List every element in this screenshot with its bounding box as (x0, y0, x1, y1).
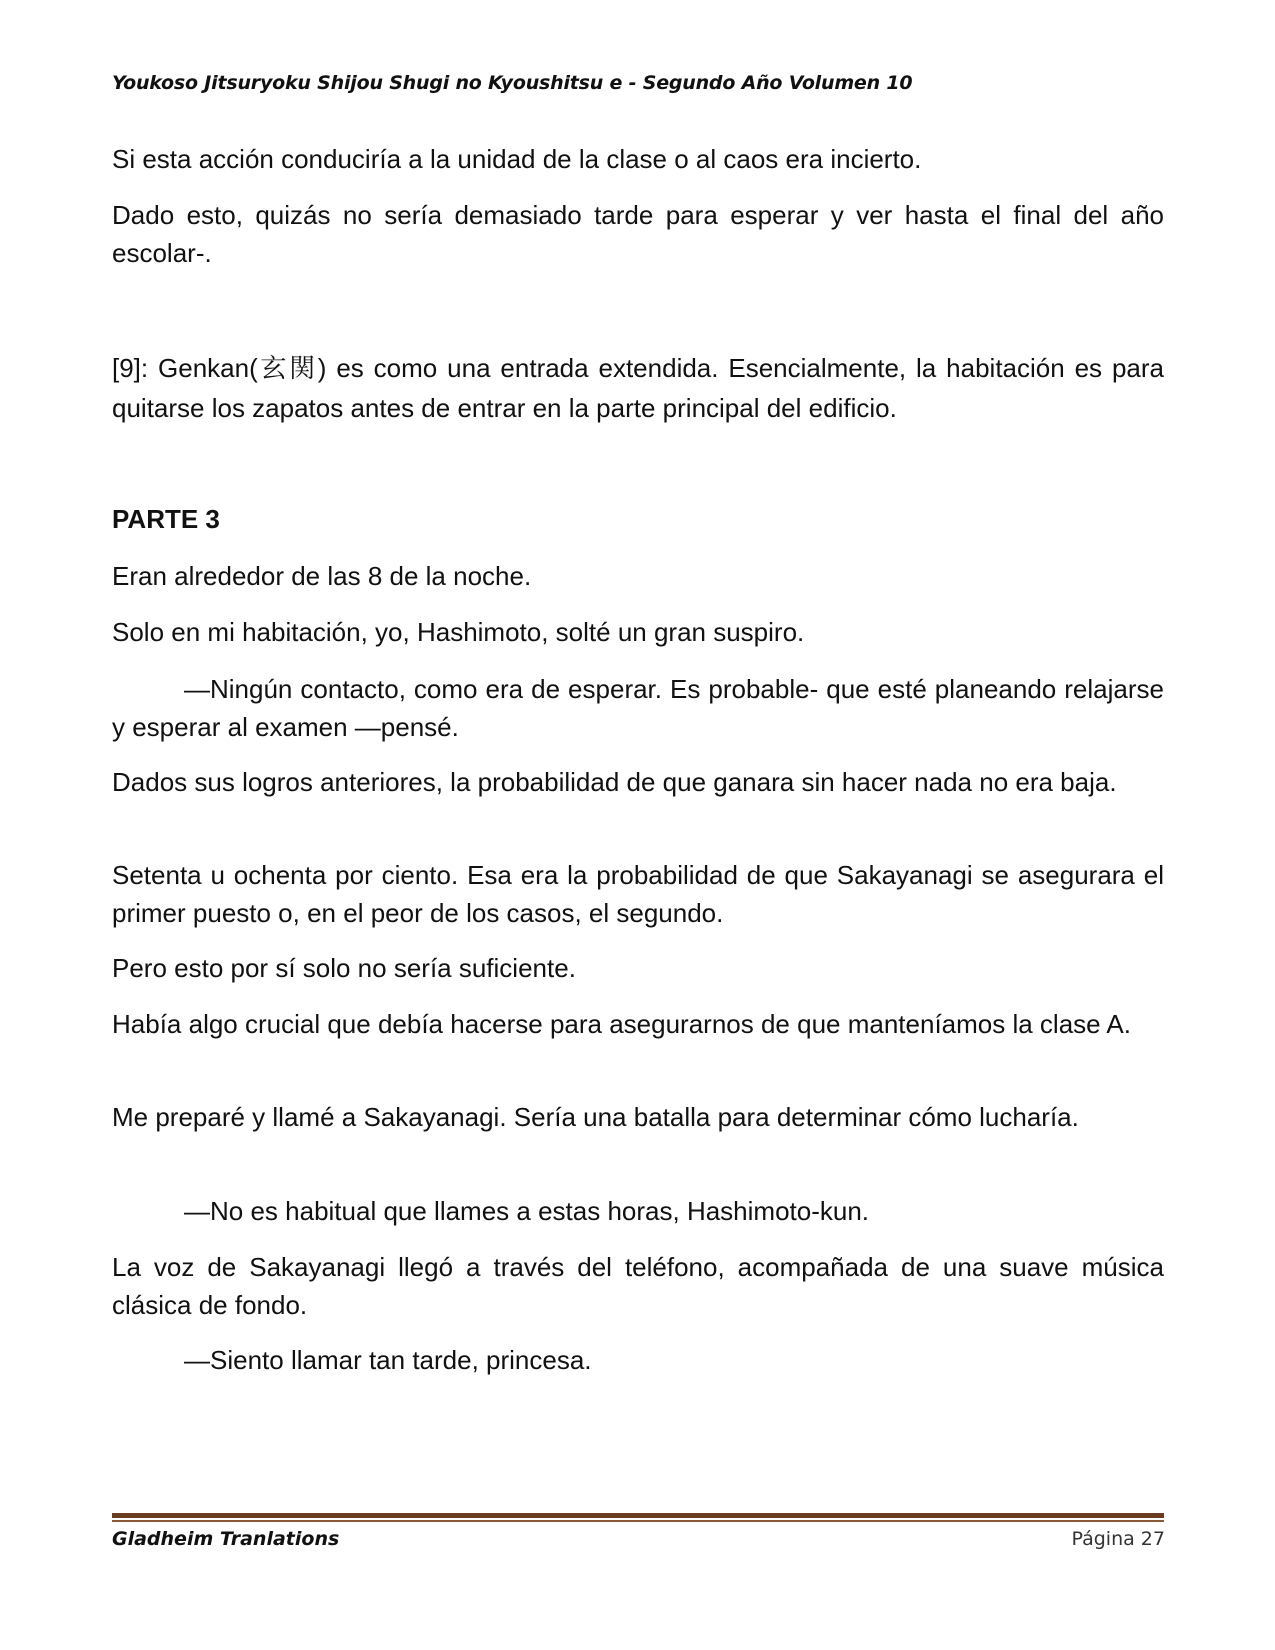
paragraph-7: Setenta u ochenta por ciento. Esa era la probabilidad de que Sakayanagi se asegurara el primer puesto o, en el peor de los casos, el segundo. (112, 860, 1164, 928)
page-header-title: Youkoso Jitsuryoku Shijou Shugi no Kyoushitsu e - Segundo Año Volumen 10 (112, 72, 913, 94)
section-heading: PARTE 3 (112, 504, 220, 534)
paragraph-4: Solo en mi habitación, yo, Hashimoto, solté un gran suspiro. (112, 617, 805, 647)
footer-rule (112, 1513, 1164, 1518)
paragraph-1: Si esta acción conduciría a la unidad de la clase o al caos era incierto. (112, 144, 922, 174)
paragraph-3: Eran alrededor de las 8 de la noche. (112, 561, 532, 591)
paragraph-5: —Ningún contacto, como era de esperar. Es probable- que esté planeando relajarse y esperar al examen —pensé. (112, 674, 1164, 742)
footer-rule-thin (112, 1520, 1164, 1522)
paragraph-13: —Siento llamar tan tarde, princesa. (184, 1345, 592, 1375)
publisher-name: Gladheim Tranlations (112, 1528, 340, 1550)
paragraph-10: Me preparé y llamé a Sakayanagi. Sería una batalla para determinar cómo lucharía. (112, 1102, 1079, 1132)
paragraph-11: —No es habitual que llames a estas horas, Hashimoto-kun. (184, 1196, 870, 1226)
paragraph-8: Pero esto por sí solo no sería suficiente. (112, 953, 576, 983)
paragraph-6: Dados sus logros anteriores, la probabilidad de que ganara sin hacer nada no era baja. (112, 767, 1117, 797)
page-number: Página 27 (1071, 1528, 1165, 1550)
paragraph-2: Dado esto, quizás no sería demasiado tarde para esperar y ver hasta el final del año escolar-. (112, 200, 1164, 268)
footnote: [9]: Genkan(玄関) es como una entrada extendida. Esencialmente, la habitación es para quitarse los zapatos antes de entrar en la parte principal del edificio. (112, 353, 1164, 423)
paragraph-12: La voz de Sakayanagi llegó a través del teléfono, acompañada de una suave música clásica de fondo. (112, 1252, 1164, 1320)
paragraph-9: Había algo crucial que debía hacerse para asegurarnos de que manteníamos la clase A. (112, 1009, 1131, 1039)
